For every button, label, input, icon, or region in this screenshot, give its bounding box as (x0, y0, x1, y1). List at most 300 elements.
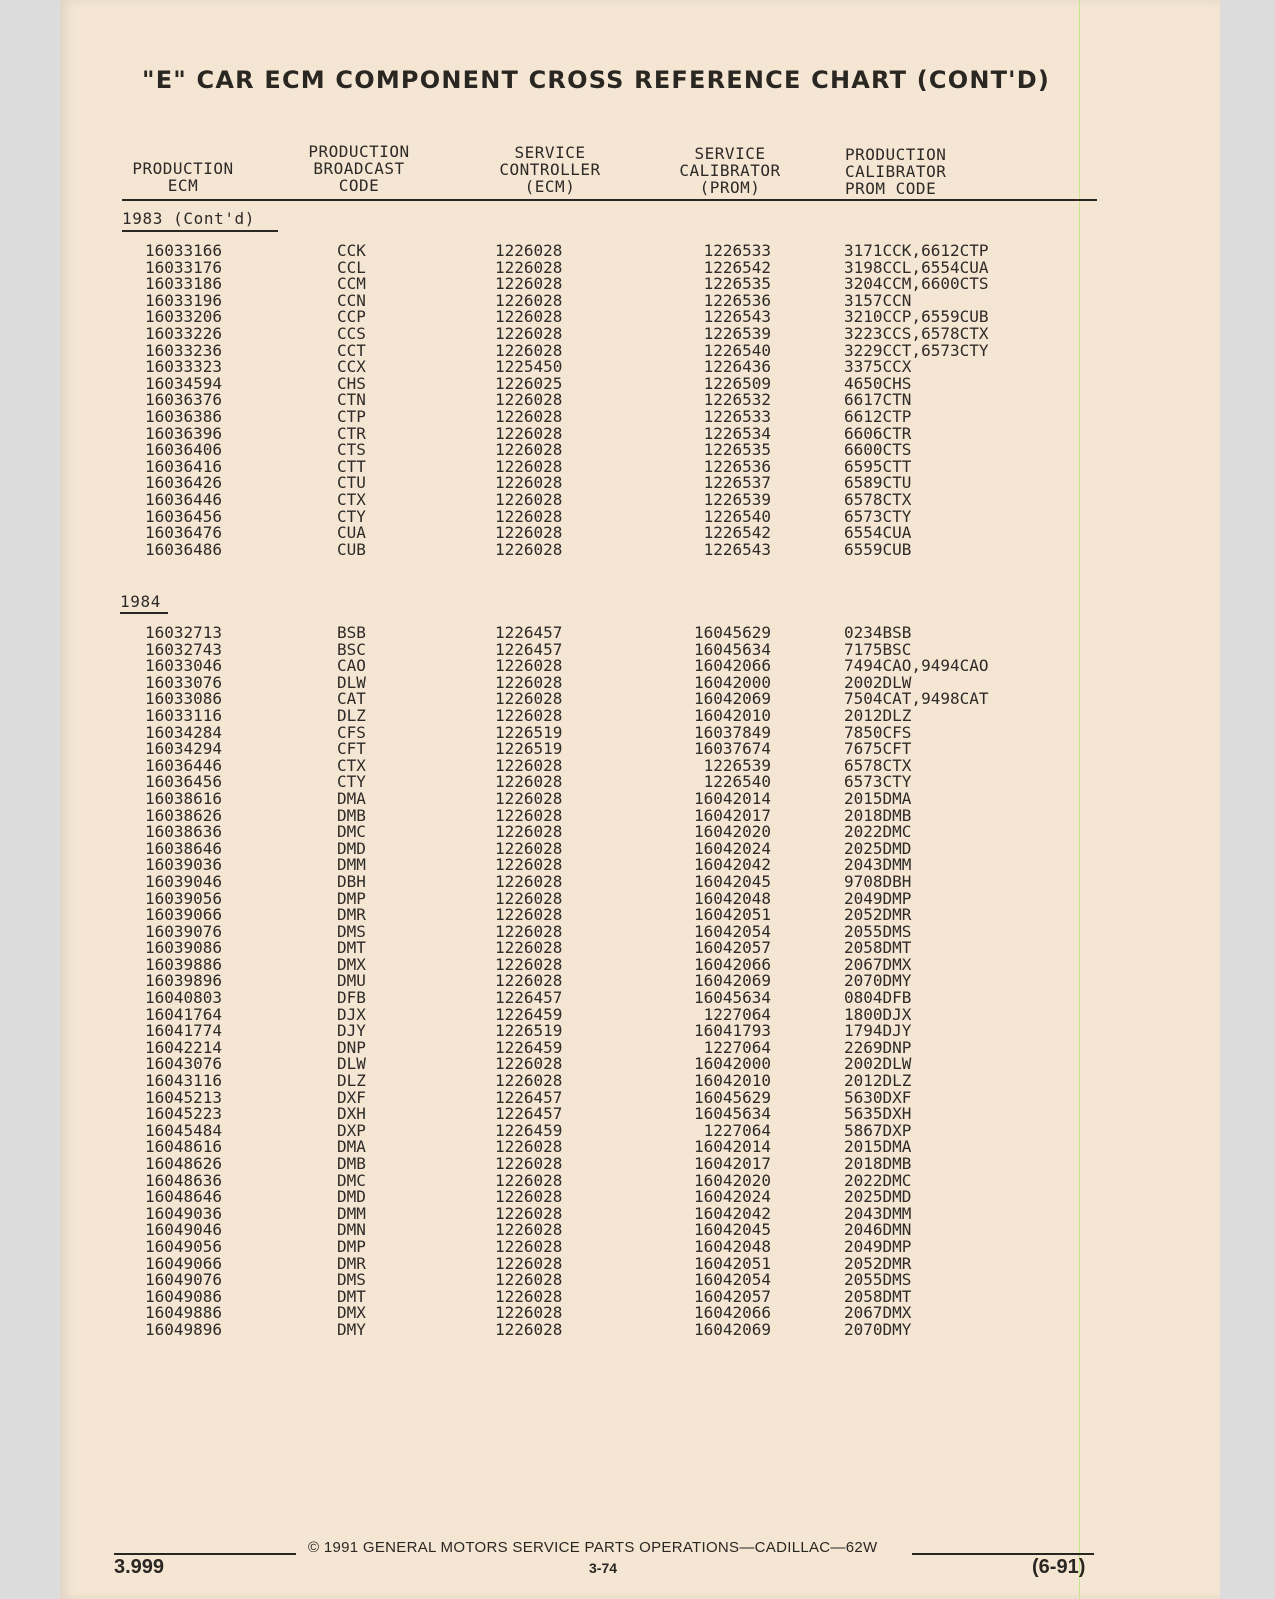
prom-code-cell: 2269DNP (844, 1037, 912, 1057)
footer-rule-right (912, 1553, 1094, 1555)
prom-code-cell: 5635DXH (844, 1104, 912, 1124)
prom-code-cell: 2049DMP (844, 1236, 912, 1256)
service-calibrator-cell: 1226533 (703, 406, 771, 426)
broadcast-code-cell: CAT (337, 689, 366, 709)
broadcast-code-cell: CCL (337, 257, 366, 277)
prom-code-cell: 1800DJX (844, 1004, 912, 1024)
broadcast-code-cell: DMC (337, 822, 366, 842)
service-controller-cell: 1226028 (495, 822, 563, 842)
broadcast-code-cell: DJY (337, 1021, 366, 1041)
service-calibrator-cell: 1226535 (703, 274, 771, 294)
prom-code-cell: 6578CTX (844, 755, 912, 775)
section-label-1983: 1983 (Cont'd) (122, 209, 256, 228)
prom-code-cell: 2055DMS (844, 1270, 912, 1290)
broadcast-code-cell: DMA (337, 788, 366, 808)
broadcast-code-cell: DXP (337, 1120, 366, 1140)
broadcast-code-cell: CTY (337, 772, 366, 792)
service-calibrator-cell: 1226542 (703, 257, 771, 277)
service-calibrator-cell: 16045629 (693, 1087, 771, 1107)
production-ecm-cell: 16048636 (145, 1170, 223, 1190)
prom-code-cell: 2055DMS (844, 921, 912, 941)
section-underline-1983 (122, 230, 278, 232)
production-ecm-cell: 16049076 (145, 1270, 223, 1290)
service-controller-cell: 1226457 (495, 1087, 563, 1107)
broadcast-code-cell: CAO (337, 656, 366, 676)
service-controller-cell: 1226028 (495, 1220, 563, 1240)
service-calibrator-cell: 16037674 (693, 739, 771, 759)
prom-code-cell: 2018DMB (844, 1154, 912, 1173)
service-controller-cell: 1226028 (495, 971, 563, 991)
broadcast-code-cell: DMR (337, 1253, 366, 1273)
section-underline-1984 (120, 612, 168, 614)
service-controller-cell: 1226028 (495, 938, 563, 958)
footer-rule-left (114, 1553, 296, 1555)
service-controller-cell: 1226028 (495, 307, 563, 327)
service-calibrator-cell: 16042051 (693, 905, 771, 925)
column-header-production-ecm: PRODUCTION ECM (132, 159, 234, 195)
prom-code-cell: 2049DMP (844, 888, 912, 908)
service-calibrator-cell: 1226509 (703, 373, 771, 393)
service-calibrator-cell: 1226540 (703, 772, 771, 792)
prom-code-cell: 3204CCM,6600CTS (844, 274, 989, 294)
service-calibrator-cell: 16042024 (693, 1187, 771, 1207)
service-calibrator-cell: 1226532 (703, 390, 771, 410)
service-controller-cell: 1226028 (495, 241, 563, 260)
prom-code-cell: 0804DFB (844, 988, 912, 1008)
service-calibrator-cell: 1226534 (703, 423, 771, 443)
broadcast-code-cell: DMY (337, 1319, 366, 1339)
production-ecm-cell: 16036396 (145, 423, 223, 443)
production-ecm-cell: 16049056 (145, 1236, 223, 1256)
broadcast-code-cell: DLW (337, 1054, 366, 1074)
service-controller-cell: 1226457 (495, 623, 563, 642)
service-controller-cell: 1226028 (495, 905, 563, 925)
service-calibrator-cell: 16042020 (693, 822, 771, 842)
service-controller-cell: 1226028 (495, 788, 563, 808)
service-calibrator-cell: 16042054 (693, 921, 771, 941)
production-ecm-cell: 16036456 (145, 772, 223, 792)
broadcast-code-cell: CUA (337, 523, 366, 543)
service-calibrator-cell: 16042069 (693, 1319, 771, 1339)
service-calibrator-cell: 16041793 (693, 1021, 771, 1041)
prom-code-cell: 2058DMT (844, 1286, 912, 1306)
service-calibrator-cell: 1226539 (703, 323, 771, 343)
production-ecm-cell: 16039886 (145, 954, 223, 974)
broadcast-code-cell: CTU (337, 473, 366, 493)
broadcast-code-cell: CFT (337, 739, 366, 759)
prom-code-cell: 2015DMA (844, 1137, 912, 1157)
production-ecm-cell: 16040803 (145, 988, 223, 1008)
service-controller-cell: 1226028 (495, 705, 563, 725)
broadcast-code-cell: DMR (337, 905, 366, 925)
copyright-text: © 1991 GENERAL MOTORS SERVICE PARTS OPERATIONS—CADILLAC—62W (308, 1539, 878, 1556)
production-ecm-cell: 16043116 (145, 1071, 223, 1091)
table-row (0, 1319, 1275, 1339)
prom-code-cell: 3223CCS,6578CTX (844, 323, 989, 343)
production-ecm-cell: 16033186 (145, 274, 223, 294)
service-calibrator-cell: 16045629 (693, 623, 771, 642)
service-controller-cell: 1226028 (495, 689, 563, 709)
prom-code-cell: 7175BSC (844, 639, 912, 659)
prom-code-cell: 3229CCT,6573CTY (844, 340, 989, 360)
broadcast-code-cell: CTP (337, 406, 366, 426)
prom-code-cell: 6573CTY (844, 772, 912, 792)
broadcast-code-cell: DXF (337, 1087, 366, 1107)
service-controller-cell: 1225450 (495, 357, 563, 377)
broadcast-code-cell: DMA (337, 1137, 366, 1157)
production-ecm-cell: 16048616 (145, 1137, 223, 1157)
revision-date: (6-91) (1032, 1556, 1086, 1578)
broadcast-code-cell: CCP (337, 307, 366, 327)
service-controller-cell: 1226028 (495, 290, 563, 310)
production-ecm-cell: 16032743 (145, 639, 223, 659)
prom-code-cell: 2043DMM (844, 855, 912, 875)
prom-code-cell: 2052DMR (844, 905, 912, 925)
service-controller-cell: 1226028 (495, 1286, 563, 1306)
production-ecm-cell: 16033076 (145, 672, 223, 692)
prom-code-cell: 9708DBH (844, 871, 912, 891)
service-controller-cell: 1226028 (495, 871, 563, 891)
service-controller-cell: 1226028 (495, 1071, 563, 1091)
production-ecm-cell: 16038616 (145, 788, 223, 808)
production-ecm-cell: 16041774 (145, 1021, 223, 1041)
prom-code-cell: 5630DXF (844, 1087, 912, 1107)
service-calibrator-cell: 16045634 (693, 639, 771, 659)
prom-code-cell: 2043DMM (844, 1203, 912, 1223)
service-controller-cell: 1226028 (495, 473, 563, 493)
section-label-1984: 1984 (120, 592, 161, 611)
service-calibrator-cell: 1226436 (703, 357, 771, 377)
broadcast-code-cell: CTT (337, 456, 366, 476)
service-controller-cell: 1226028 (495, 340, 563, 360)
prom-code-cell: 2058DMT (844, 938, 912, 958)
service-calibrator-cell: 16042042 (693, 855, 771, 875)
service-controller-cell: 1226519 (495, 722, 563, 742)
broadcast-code-cell: DMB (337, 1154, 366, 1173)
table-row (0, 871, 1275, 891)
service-controller-cell: 1226519 (495, 739, 563, 759)
production-ecm-cell: 16033176 (145, 257, 223, 277)
production-ecm-cell: 16048626 (145, 1154, 223, 1173)
production-ecm-cell: 16042214 (145, 1037, 223, 1057)
service-calibrator-cell: 1226535 (703, 440, 771, 460)
prom-code-cell: 2012DLZ (844, 705, 912, 725)
prom-code-cell: 2012DLZ (844, 1071, 912, 1091)
column-header-broadcast-code: PRODUCTION BROADCAST CODE (308, 142, 410, 195)
production-ecm-cell: 16033046 (145, 656, 223, 676)
service-calibrator-cell: 16042000 (693, 1054, 771, 1074)
production-ecm-cell: 16038636 (145, 822, 223, 842)
production-ecm-cell: 16038646 (145, 838, 223, 858)
prom-code-cell: 2022DMC (844, 822, 912, 842)
service-controller-cell: 1226028 (495, 1253, 563, 1273)
production-ecm-cell: 16036456 (145, 506, 223, 526)
service-calibrator-cell: 1226540 (703, 506, 771, 526)
prom-code-cell: 6589CTU (844, 473, 912, 493)
prom-code-cell: 4650CHS (844, 373, 912, 393)
broadcast-code-cell: DMM (337, 855, 366, 875)
service-controller-cell: 1226028 (495, 323, 563, 343)
service-controller-cell: 1226519 (495, 1021, 563, 1041)
broadcast-code-cell: CTN (337, 390, 366, 410)
production-ecm-cell: 16039086 (145, 938, 223, 958)
broadcast-code-cell: DMD (337, 1187, 366, 1207)
service-calibrator-cell: 16042010 (693, 1071, 771, 1091)
service-controller-cell: 1226028 (495, 755, 563, 775)
page-section-number: 3.999 (114, 1556, 165, 1578)
service-calibrator-cell: 16045634 (693, 1104, 771, 1124)
production-ecm-cell: 16043076 (145, 1054, 223, 1074)
service-calibrator-cell: 1226540 (703, 340, 771, 360)
service-controller-cell: 1226025 (495, 373, 563, 393)
service-calibrator-cell: 16042017 (693, 1154, 771, 1173)
service-controller-cell: 1226028 (495, 274, 563, 294)
service-controller-cell: 1226028 (495, 523, 563, 543)
broadcast-code-cell: DMC (337, 1170, 366, 1190)
production-ecm-cell: 16038626 (145, 805, 223, 825)
service-controller-cell: 1226028 (495, 1154, 563, 1173)
production-ecm-cell: 16049886 (145, 1303, 223, 1323)
prom-code-cell: 6612CTP (844, 406, 912, 426)
production-ecm-cell: 16036476 (145, 523, 223, 543)
broadcast-code-cell: DMP (337, 1236, 366, 1256)
prom-code-cell: 5867DXP (844, 1120, 912, 1140)
service-calibrator-cell: 1226539 (703, 489, 771, 509)
service-controller-cell: 1226457 (495, 1104, 563, 1124)
prom-code-cell: 7850CFS (844, 722, 912, 742)
service-controller-cell: 1226028 (495, 1203, 563, 1223)
prom-code-cell: 3157CCN (844, 290, 912, 310)
service-controller-cell: 1226028 (495, 440, 563, 460)
broadcast-code-cell: DMT (337, 1286, 366, 1306)
broadcast-code-cell: CTR (337, 423, 366, 443)
broadcast-code-cell: CCT (337, 340, 366, 360)
service-calibrator-cell: 16037849 (693, 722, 771, 742)
service-controller-cell: 1226028 (495, 1270, 563, 1290)
service-calibrator-cell: 16042051 (693, 1253, 771, 1273)
broadcast-code-cell: DBH (337, 871, 366, 891)
service-calibrator-cell: 1226543 (703, 539, 771, 559)
prom-code-cell: 6600CTS (844, 440, 912, 460)
service-controller-cell: 1226028 (495, 406, 563, 426)
page-title: "E" CAR ECM COMPONENT CROSS REFERENCE CHART (CONT'D) (142, 66, 1051, 94)
service-calibrator-cell: 1226542 (703, 523, 771, 543)
service-controller-cell: 1226028 (495, 838, 563, 858)
service-controller-cell: 1226028 (495, 1137, 563, 1157)
production-ecm-cell: 16033323 (145, 357, 223, 377)
broadcast-code-cell: DMX (337, 1303, 366, 1323)
service-calibrator-cell: 16042066 (693, 656, 771, 676)
broadcast-code-cell: BSC (337, 639, 366, 659)
production-ecm-cell: 16049046 (145, 1220, 223, 1240)
broadcast-code-cell: CHS (337, 373, 366, 393)
production-ecm-cell: 16039036 (145, 855, 223, 875)
service-calibrator-cell: 16042069 (693, 971, 771, 991)
service-controller-cell: 1226459 (495, 1120, 563, 1140)
production-ecm-cell: 16036376 (145, 390, 223, 410)
production-ecm-cell: 16041764 (145, 1004, 223, 1024)
broadcast-code-cell: DMX (337, 954, 366, 974)
production-ecm-cell: 16032713 (145, 623, 223, 642)
prom-code-cell: 2002DLW (844, 1054, 912, 1074)
production-ecm-cell: 16033206 (145, 307, 223, 327)
service-calibrator-cell: 1227064 (703, 1004, 771, 1024)
production-ecm-cell: 16033196 (145, 290, 223, 310)
service-calibrator-cell: 16042057 (693, 1286, 771, 1306)
production-ecm-cell: 16036406 (145, 440, 223, 460)
production-ecm-cell: 16036426 (145, 473, 223, 493)
broadcast-code-cell: DMB (337, 805, 366, 825)
prom-code-cell: 6606CTR (844, 423, 912, 443)
prom-code-cell: 3198CCL,6554CUA (844, 257, 989, 277)
production-ecm-cell: 16039046 (145, 871, 223, 891)
service-controller-cell: 1226457 (495, 988, 563, 1008)
service-calibrator-cell: 1226536 (703, 456, 771, 476)
broadcast-code-cell: DJX (337, 1004, 366, 1024)
rows-1983 (0, 243, 1275, 558)
service-calibrator-cell: 16042017 (693, 805, 771, 825)
prom-code-cell: 2070DMY (844, 1319, 912, 1339)
broadcast-code-cell: DXH (337, 1104, 366, 1124)
prom-code-cell: 0234BSB (844, 623, 912, 642)
service-calibrator-cell: 16045634 (693, 988, 771, 1008)
prom-code-cell: 6554CUA (844, 523, 912, 543)
service-calibrator-cell: 16042048 (693, 888, 771, 908)
service-controller-cell: 1226028 (495, 1170, 563, 1190)
service-calibrator-cell: 16042024 (693, 838, 771, 858)
production-ecm-cell: 16033236 (145, 340, 223, 360)
broadcast-code-cell: CFS (337, 722, 366, 742)
service-calibrator-cell: 16042014 (693, 1137, 771, 1157)
prom-code-cell: 3210CCP,6559CUB (844, 307, 989, 327)
table-row (0, 489, 1275, 509)
broadcast-code-cell: DFB (337, 988, 366, 1008)
prom-code-cell: 2002DLW (844, 672, 912, 692)
production-ecm-cell: 16039896 (145, 971, 223, 991)
service-controller-cell: 1226028 (495, 539, 563, 559)
prom-code-cell: 6578CTX (844, 489, 912, 509)
service-controller-cell: 1226028 (495, 1187, 563, 1207)
service-controller-cell: 1226028 (495, 805, 563, 825)
service-calibrator-cell: 1227064 (703, 1120, 771, 1140)
broadcast-code-cell: DLW (337, 672, 366, 692)
service-controller-cell: 1226457 (495, 639, 563, 659)
broadcast-code-cell: CTX (337, 755, 366, 775)
production-ecm-cell: 16048646 (145, 1187, 223, 1207)
service-calibrator-cell: 16042066 (693, 954, 771, 974)
rows-1984 (0, 625, 1275, 1339)
production-ecm-cell: 16049896 (145, 1319, 223, 1339)
production-ecm-cell: 16039066 (145, 905, 223, 925)
broadcast-code-cell: CCK (337, 241, 366, 260)
service-controller-cell: 1226028 (495, 656, 563, 676)
prom-code-cell: 7675CFT (844, 739, 912, 759)
prom-code-cell: 3375CCX (844, 357, 912, 377)
broadcast-code-cell: DMP (337, 888, 366, 908)
production-ecm-cell: 16036446 (145, 489, 223, 509)
production-ecm-cell: 16039056 (145, 888, 223, 908)
service-controller-cell: 1226028 (495, 1303, 563, 1323)
production-ecm-cell: 16039076 (145, 921, 223, 941)
prom-code-cell: 6595CTT (844, 456, 912, 476)
broadcast-code-cell: DMT (337, 938, 366, 958)
prom-code-cell: 6617CTN (844, 390, 912, 410)
service-calibrator-cell: 1226533 (703, 241, 771, 260)
service-controller-cell: 1226028 (495, 423, 563, 443)
table-row (0, 539, 1275, 559)
production-ecm-cell: 16049036 (145, 1203, 223, 1223)
column-header-service-controller: SERVICE CONTROLLER (ECM) (499, 143, 601, 196)
service-calibrator-cell: 16042045 (693, 1220, 771, 1240)
prom-code-cell: 1794DJY (844, 1021, 912, 1041)
page-number: 3-74 (589, 1560, 618, 1576)
service-controller-cell: 1226028 (495, 1319, 563, 1339)
broadcast-code-cell: CCX (337, 357, 366, 377)
broadcast-code-cell: DMN (337, 1220, 366, 1240)
service-controller-cell: 1226028 (495, 855, 563, 875)
broadcast-code-cell: DLZ (337, 705, 366, 725)
service-controller-cell: 1226028 (495, 954, 563, 974)
broadcast-code-cell: CCN (337, 290, 366, 310)
broadcast-code-cell: CTS (337, 440, 366, 460)
production-ecm-cell: 16045213 (145, 1087, 223, 1107)
service-controller-cell: 1226028 (495, 489, 563, 509)
service-controller-cell: 1226028 (495, 456, 563, 476)
production-ecm-cell: 16045223 (145, 1104, 223, 1124)
broadcast-code-cell: DMD (337, 838, 366, 858)
production-ecm-cell: 16049086 (145, 1286, 223, 1306)
service-controller-cell: 1226028 (495, 888, 563, 908)
service-calibrator-cell: 1226536 (703, 290, 771, 310)
service-calibrator-cell: 16042048 (693, 1236, 771, 1256)
service-controller-cell: 1226028 (495, 506, 563, 526)
production-ecm-cell: 16049066 (145, 1253, 223, 1273)
service-calibrator-cell: 1227064 (703, 1037, 771, 1057)
production-ecm-cell: 16033116 (145, 705, 223, 725)
broadcast-code-cell: DNP (337, 1037, 366, 1057)
service-calibrator-cell: 1226543 (703, 307, 771, 327)
service-calibrator-cell: 16042057 (693, 938, 771, 958)
broadcast-code-cell: CCS (337, 323, 366, 343)
prom-code-cell: 2046DMN (844, 1220, 912, 1240)
service-calibrator-cell: 16042010 (693, 705, 771, 725)
production-ecm-cell: 16036486 (145, 539, 223, 559)
prom-code-cell: 2025DMD (844, 1187, 912, 1207)
prom-code-cell: 2067DMX (844, 1303, 912, 1323)
broadcast-code-cell: CTX (337, 489, 366, 509)
service-calibrator-cell: 16042020 (693, 1170, 771, 1190)
service-calibrator-cell: 1226539 (703, 755, 771, 775)
production-ecm-cell: 16034284 (145, 722, 223, 742)
service-controller-cell: 1226459 (495, 1037, 563, 1057)
prom-code-cell: 6573CTY (844, 506, 912, 526)
prom-code-cell: 2022DMC (844, 1170, 912, 1190)
service-controller-cell: 1226028 (495, 921, 563, 941)
production-ecm-cell: 16045484 (145, 1120, 223, 1140)
service-calibrator-cell: 16042069 (693, 689, 771, 709)
service-controller-cell: 1226028 (495, 1054, 563, 1074)
production-ecm-cell: 16033226 (145, 323, 223, 343)
prom-code-cell: 2070DMY (844, 971, 912, 991)
service-calibrator-cell: 16042045 (693, 871, 771, 891)
prom-code-cell: 2018DMB (844, 805, 912, 825)
broadcast-code-cell: CTY (337, 506, 366, 526)
service-controller-cell: 1226028 (495, 257, 563, 277)
service-calibrator-cell: 16042014 (693, 788, 771, 808)
prom-code-cell: 2067DMX (844, 954, 912, 974)
prom-code-cell: 2052DMR (844, 1253, 912, 1273)
service-calibrator-cell: 1226537 (703, 473, 771, 493)
